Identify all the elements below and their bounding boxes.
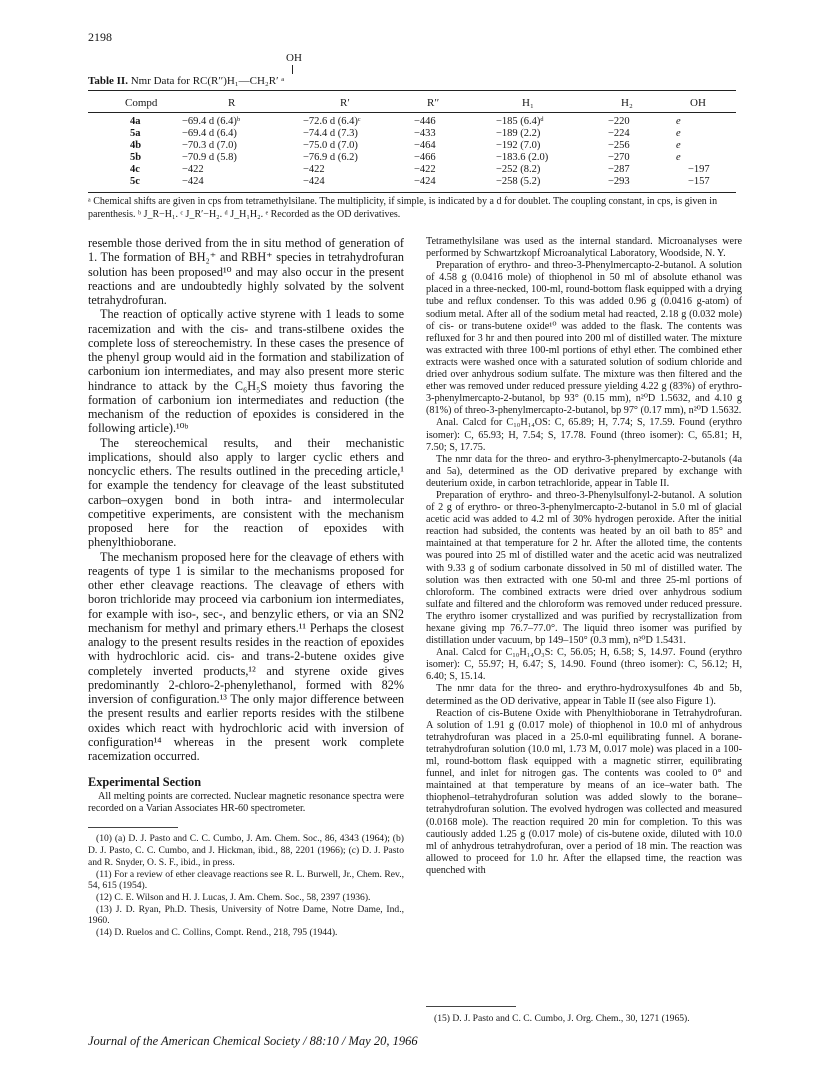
- paragraph: Preparation of erythro- and threo-3-Phenylmercapto-2-butanol. A solution of 4.58 g (0.0416 mole) of thiophenol in 50 ml of absolute ethanol was placed in a three-necked, 100-ml, round-bottom flask equipped with a drying tube and reflux condenser. To this was added 0.96 g (0.0416 g-atom) of sodium metal. After all of the sodium metal had reacted, 2.18 g (0.032 mole) of cis- or trans-butene oxide¹⁰ was added to the flask. The contents was refluxed for 3 hr and then poured into 200 ml of distilled water. The mixture was extracted with three 100-ml portions of ethyl ether. The combined ether extracts were washed once with a saturated solution of sodium chloride and dried over anhydrous sodium sulfate. The mixture was then filtered and the ether was removed under reduced pressure yielding 4.22 g (83%) of erythro-3-phenylmercapto-2-butanol, bp 93° (0.15 mm), n²⁰D 1.5632, and 4.10 g (81%) of threo-3-phenylmercapto-2-butanol, bp 97° (0.17 mm), n²⁰D 1.5632.: [426, 260, 742, 417]
- table-cell-oh-flag: e: [676, 128, 681, 139]
- table-cell-compd: 4c: [130, 164, 140, 175]
- paragraph: resemble those derived from the in situ method of generation of 1. The formation of BH₂⁺ and RBH⁺ species in tetrahydrofuran solution has been proposed¹⁰ and may also occur in the present reactions and are undoubtedly highly solvated by the solvent tetrahydrofuran.: [88, 236, 404, 307]
- table-cell-oh: −157: [688, 176, 710, 187]
- table-cell-compd: 5b: [130, 152, 142, 163]
- table-header-oh: OH: [690, 97, 706, 109]
- table-cell-r-double-prime: −464: [414, 140, 436, 151]
- table-cell-r: −422: [182, 164, 204, 175]
- reference-item: (10) (a) D. J. Pasto and C. C. Cumbo, J. Am. Chem. Soc., 86, 4343 (1964); (b) D. J. Pasto, C. C. Cumbo, and J. Hickman, ibid., 88, 2201 (1966); (c) D. J. Pasto and R. Snyder, O. S. F., ibid., in press.: [88, 833, 404, 868]
- table-bottom-rule: [88, 192, 736, 193]
- table-cell-h1: −258 (5.2): [496, 176, 541, 187]
- table-cell-h1: −189 (2.2): [496, 128, 541, 139]
- table-cell-r-prime: −74.4 d (7.3): [303, 128, 358, 139]
- paragraph: The mechanism proposed here for the cleavage of ethers with reagents of type 1 is similar to the mechanisms proposed for other ether cleavage reactions. The cleavage of ethers with boron trichloride may proceed via carbonium ion intermediates, for example with iso-, sec-, and benzylic ethers, or via an SN2 mechanism for methyl and primary ethers.¹¹ Perhaps the closest analogy to the present results resides in the reaction of epoxides with hydrochloric acid. cis- and trans-2-butene oxides give completely inverted products,¹² and styrene oxide gives predominantly 2-chloro-2-phenylethanol, formed with 82% inversion of configuration.¹³ The only major difference between the present results and earlier reports resides with the stilbene oxides which react with hydrochloric acid with inversion of configuration¹⁴ whereas in the present work complete racemization occurred.: [88, 549, 404, 763]
- right-footnote-block: [426, 1006, 742, 1025]
- table-cell-r-prime: −72.6 d (6.4)ᶜ: [303, 116, 361, 127]
- table-cell-h1: −183.6 (2.0): [496, 152, 549, 163]
- journal-footer: Journal of the American Chemical Society / 88:10 / May 20, 1966: [88, 1034, 418, 1048]
- table-header-compd: Compd: [125, 97, 158, 109]
- page-number: 2198: [88, 30, 112, 44]
- table-cell-h2: −220: [608, 116, 630, 127]
- footnote-rule: [426, 1006, 516, 1007]
- table-cell-r-double-prime: −422: [414, 164, 436, 175]
- table-caption-label: Table II.: [88, 75, 128, 87]
- table-cell-h1: −252 (8.2): [496, 164, 541, 175]
- table-cell-r-double-prime: −424: [414, 176, 436, 187]
- section-heading: Experimental Section: [88, 775, 202, 790]
- table-cell-compd: 4a: [130, 116, 141, 127]
- paragraph: The reaction of optically active styrene with 1 leads to some racemization and with the cis- and trans-stilbene oxides the complete loss of stereochemistry. In these cases the presence of the phenyl group would aid in the formation and stabilization of carbonium ion intermediates, and may also present more steric hindrance to attack by the C₆H₅S moiety thus favoring the formation of carbonium ion intermediates and reduction (the mechanism of the reduction of epoxides is considered in the following article).¹⁰ᵇ: [88, 307, 404, 436]
- table-caption: [88, 75, 284, 87]
- reference-item: (13) J. D. Ryan, Ph.D. Thesis, University of Notre Dame, Notre Dame, Ind., 1960.: [88, 903, 404, 927]
- table-cell-r: −70.9 d (5.8): [182, 152, 237, 163]
- paragraph: Anal. Calcd for C₁₀H₁₄OS: C, 65.89; H, 7.74; S, 17.59. Found (erythro isomer): C, 65.93; H, 7.54; S, 17.78. Found (threo isomer): C, 65.81; H, 7.50; S, 17.75.: [426, 417, 742, 453]
- table-cell-oh-flag: e: [676, 152, 681, 163]
- experimental-intro: [88, 791, 404, 815]
- table-header-r-double-prime: R′′: [427, 97, 440, 109]
- table-cell-oh: −197: [688, 164, 710, 175]
- table-cell-r-double-prime: −446: [414, 116, 436, 127]
- table-cell-h2: −270: [608, 152, 630, 163]
- paragraph: Anal. Calcd for C₁₀H₁₄O₃S: C, 56.05; H, 6.58; S, 14.97. Found (erythro isomer): C, 55.97; H, 6.47; S, 14.90. Found (threo isomer): C, 56.12; H, 6.40; S, 15.14.: [426, 647, 742, 683]
- table-header-h1: H₁: [522, 97, 534, 109]
- right-column: [426, 236, 742, 877]
- paragraph: The nmr data for the threo- and erythro-3-phenylmercapto-2-butanols (4a and 5a), determined as the OD derivative prepared by exchange with deuterium oxide, in carbon tetrachloride, appear in Table II.: [426, 453, 742, 489]
- table-header-r: R: [228, 97, 236, 109]
- table-cell-h2: −293: [608, 176, 630, 187]
- paragraph: The stereochemical results, and their mechanistic implications, should also apply to larger cyclic ethers and noncyclic ethers. The results outlined in the preceding article,¹ for example the tendency for cleavage of the least substituted carbon–oxygen bond in both intra- and intermolecular competitive experiments, are consistent with the mechanism proposed here for the reaction of epoxides with phenylthioborane.: [88, 435, 404, 550]
- table-cell-r: −69.4 d (6.4)ᵇ: [182, 116, 241, 127]
- table-cell-r-prime: −75.0 d (7.0): [303, 140, 358, 151]
- table-header-h2: H₂: [621, 97, 633, 109]
- table-cell-compd: 4b: [130, 140, 142, 151]
- table-cell-oh-flag: e: [676, 116, 681, 127]
- table-cell-h1: −185 (6.4)ᵈ: [496, 116, 544, 127]
- reference-item: (12) C. E. Wilson and H. J. Lucas, J. Am. Chem. Soc., 58, 2397 (1936).: [96, 891, 371, 903]
- table-caption-text: Nmr Data for RC(R′′)H₁—CH₂R′ ᵃ: [127, 75, 285, 87]
- paragraph: The nmr data for the threo- and erythro-hydroxysulfones 4b and 5b, determined as the OD derivative, appear in Table II (see also Figure 1).: [426, 683, 742, 707]
- reference-item: (11) For a review of ether cleavage reactions see R. L. Burwell, Jr., Chem. Rev., 54, 615 (1954).: [88, 868, 404, 892]
- table-cell-r-double-prime: −433: [414, 128, 436, 139]
- reference-item: (14) D. Ruelos and C. Collins, Compt. Rend., 218, 795 (1944).: [96, 927, 338, 939]
- table-cell-h2: −256: [608, 140, 630, 151]
- table-cell-r-double-prime: −466: [414, 152, 436, 163]
- table-cell-r: −424: [182, 176, 204, 187]
- references-list: [88, 833, 404, 938]
- table-cell-r: −70.3 d (7.0): [182, 140, 237, 151]
- table-cell-r-prime: −422: [303, 164, 325, 175]
- table-cell-compd: 5a: [130, 128, 141, 139]
- structure-oh-label: OH: [286, 52, 302, 64]
- left-column: [88, 236, 404, 939]
- table-top-rule: [88, 90, 736, 91]
- table-cell-compd: 5c: [130, 176, 140, 187]
- table-cell-r-prime: −76.9 d (6.2): [303, 152, 358, 163]
- table-header-r-prime: R′: [340, 97, 350, 109]
- paragraph: Preparation of erythro- and threo-3-Phenylsulfonyl-2-butanol. A solution of 2 g of erythro- or threo-3-phenylmercapto-2-butanol in 5.0 ml of glacial acetic acid was added to 4.2 ml of 30% hydrogen peroxide. After the initial reaction had subsided, the contents was heated by an oil bath to 85° and maintained at that temperature for 2 hr. After the alloted time, the contents was poured into 25 ml of distilled water and the acetic acid was neutralized with 9.33 g of sodium carbonate dissolved in 50 ml of distilled water. The solution was then extracted with one 50-ml and three 25-ml portions of chloroform. The combined extracts were dried over anhydrous sodium sulfate and filtered and the chloroform was removed under reduced pressure. The erythro isomer crystallized and was purified by recrystallization from hexane giving mp 76.7–77.0°. The liquid threo isomer was purified by distillation under vacuum, bp 149–150° (0.3 mm), n²⁰D 1.5431.: [426, 489, 742, 647]
- table-cell-h2: −224: [608, 128, 630, 139]
- table-cell-r: −69.4 d (6.4): [182, 128, 237, 139]
- table-cell-h2: −287: [608, 164, 630, 175]
- references-rule: [88, 827, 178, 828]
- structure-bond-line: [292, 65, 293, 74]
- paragraph: Tetramethylsilane was used as the internal standard. Microanalyses were performed by Schwartzkopf Microanalytical Laboratory, Woodside, N. Y.: [426, 236, 742, 260]
- left-body-text: [88, 236, 404, 763]
- table-footnote: ᵃ Chemical shifts are given in cps from tetramethylsilane. The multiplicity, if simple, is indicated by a d for doublet. The coupling constant, in cps, is given in parenthesis. ᵇ J_R−H₁. ᶜ J_R′−H₂. ᵈ J_H₁H₂. ᵉ Recorded as the OD derivatives.: [88, 196, 718, 220]
- table-header-rule: [88, 112, 736, 113]
- table-cell-oh-flag: e: [676, 140, 681, 151]
- paragraph: Reaction of cis-Butene Oxide with Phenylthioborane in Tetrahydrofuran. A solution of 1.91 g (0.017 mole) of thiophenol in 10.0 ml of anhydrous tetrahydrofuran was placed in a 25.0-ml equilibrating funnel. A borane-tetrahydrofuran solution (10.0 ml, 1.73 M, 0.017 mole) was placed in a 100-ml, round-bottom flask equipped with a magnetic stirrer, equilibrating funnel, and inlet for nitrogen gas. The contents was cooled to 0° and maintained at that temperature by means of an ice–water bath. The thiophenol–tetrahydrofuran solution was added slowly to the borane–tetrahydrofuran solution. The evolved hydrogen was collected and measured (0.0168 mole). The reaction required 20 min for completion. To this was cautiously added 1.25 g (0.017 mole) of cis-butene oxide, diluted with 10.0 ml of anhydrous tetrahydrofuran, over a period of 18 min. The reaction was allowed to proceed for 1.0 hr. After the ellapsed time, the reaction was quenched with: [426, 707, 742, 876]
- paragraph: All melting points are corrected. Nuclear magnetic resonance spectra were recorded on a Varian Associates HR-60 spectrometer.: [88, 791, 404, 815]
- footnote-item: (15) D. J. Pasto and C. C. Cumbo, J. Org. Chem., 30, 1271 (1965).: [434, 1013, 690, 1024]
- table-cell-r-prime: −424: [303, 176, 325, 187]
- table-cell-h1: −192 (7.0): [496, 140, 541, 151]
